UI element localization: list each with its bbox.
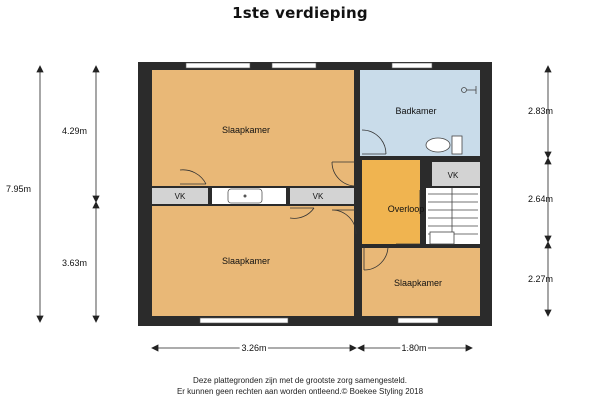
label-closet-left: VK [174, 192, 186, 201]
label-bedroom-small: Slaapkamer [393, 278, 443, 288]
sink [212, 188, 286, 204]
staircase [426, 188, 480, 244]
dim-left-total: 7.95m [6, 184, 32, 194]
dim-left-top: 4.29m [62, 126, 88, 136]
dim-bottom-right: 1.80m [401, 343, 427, 353]
dim-right-mid: 2.64m [528, 194, 554, 204]
label-bedroom-bottom: Slaapkamer [221, 256, 271, 266]
footer-copyright: Er kunnen geen rechten aan worden ontleend.© Boekee Styling 2018 [176, 387, 424, 396]
dim-right-top: 2.83m [528, 106, 554, 116]
room-landing [362, 160, 420, 244]
dim-right-bottom: 2.27m [528, 274, 554, 284]
dim-bottom-left: 3.26m [241, 343, 267, 353]
label-closet-right: VK [447, 171, 459, 180]
label-landing: Overloop [387, 204, 425, 214]
label-bathroom: Badkamer [395, 106, 437, 116]
dim-left-bottom: 3.63m [62, 258, 88, 268]
label-closet-mid: VK [312, 192, 324, 201]
floor-title: 1ste verdieping [232, 4, 368, 22]
footer-disclaimer: Deze plattegronden zijn met de grootste zorg samengesteld. [193, 376, 407, 385]
label-bedroom-top: Slaapkamer [221, 125, 271, 135]
